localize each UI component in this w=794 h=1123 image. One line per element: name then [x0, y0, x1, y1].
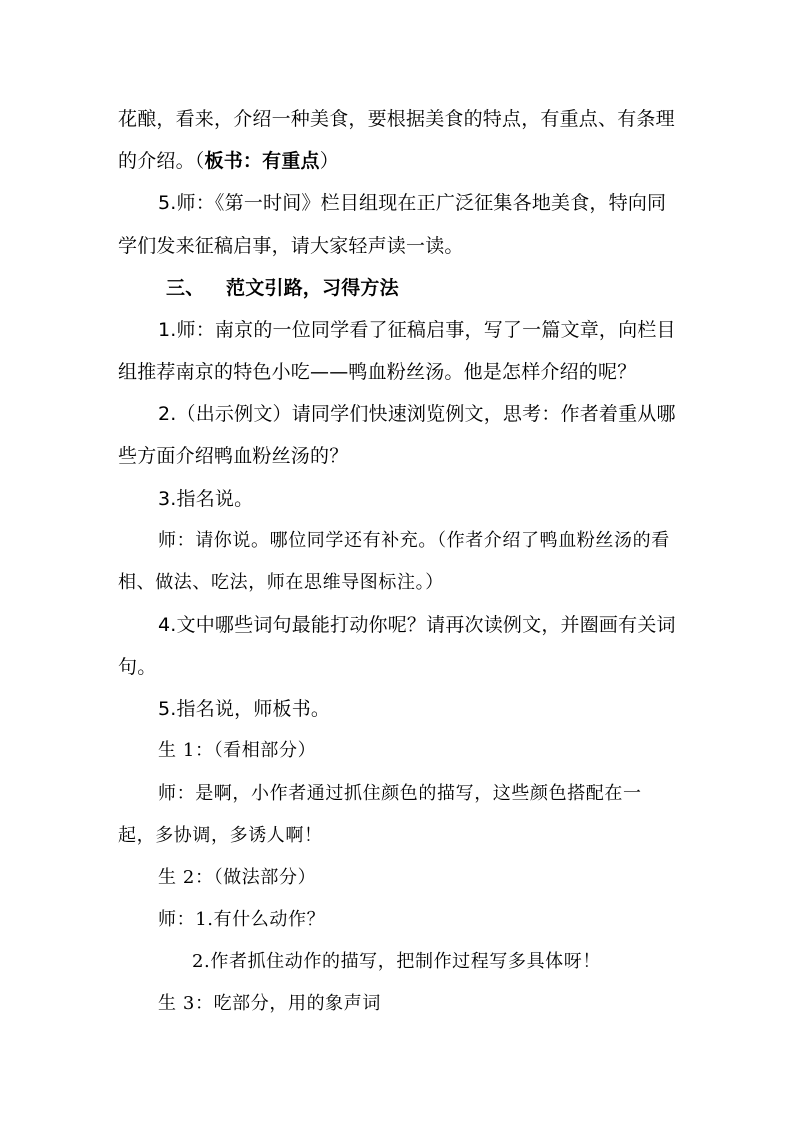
- section-number: 三、: [166, 277, 205, 299]
- text-line: [158, 866, 316, 890]
- text-line: [118, 149, 339, 173]
- text-line: [158, 529, 670, 553]
- text-segment: 相、做法、吃法，师在思维导图标注。）: [118, 572, 444, 593]
- text-segment: 句。: [118, 656, 157, 678]
- text-segment: 师：请你说。哪位同学还有补充。（作者介绍了鸭血粉丝汤的看: [158, 530, 670, 551]
- text-line: [118, 360, 636, 384]
- text-line: [158, 992, 381, 1016]
- text-segment: 1.师：南京的一位同学看了征稿启事，写了一篇文章，向栏目: [158, 319, 676, 341]
- text-segment: 师：是啊，小作者通过抓住颜色的描写，这些颜色搭配在一: [158, 783, 642, 804]
- section-title: 范文引路，习得方法: [226, 277, 399, 299]
- text-segment: 生 3：吃部分，用的象声词: [158, 993, 381, 1014]
- blackboard-note: 板书：有重点: [204, 150, 320, 172]
- text-segment: 5.指名说，师板书。: [158, 698, 331, 720]
- text-segment: 5.师：《第一时间》栏目组现在正广泛征集各地美食，特向同: [158, 192, 667, 214]
- text-segment: 2.作者抓住动作的描写，把制作过程写多具体呀！: [192, 951, 601, 972]
- text-segment: 花酿，看来，介绍一种美食，要根据美食的特点，有重点、有条理: [118, 108, 675, 130]
- text-line: [118, 444, 348, 468]
- text-line: [192, 950, 601, 974]
- text-segment: 些方面介绍鸭血粉丝汤的？: [118, 445, 349, 467]
- text-line: [118, 571, 444, 595]
- text-line: [118, 107, 675, 131]
- text-segment: 师：1.有什么动作？: [158, 909, 326, 930]
- text-line: [158, 782, 642, 806]
- text-segment: 4.文中哪些词句最能打动你呢？请再次读例文，并圈画有关词: [158, 614, 676, 636]
- text-line: [158, 739, 316, 763]
- text-line: [158, 613, 676, 637]
- section-heading: [166, 276, 399, 300]
- text-line: [118, 234, 464, 258]
- text-line: [158, 318, 676, 342]
- text-line: [118, 824, 323, 848]
- text-segment: 起，多协调，多诱人啊！: [118, 825, 323, 846]
- text-line: [158, 402, 676, 426]
- text-segment: 3.指名说。: [158, 488, 254, 510]
- text-line: [158, 697, 330, 721]
- text-segment: 学们发来征稿启事，请大家轻声读一读。: [118, 235, 464, 257]
- text-line: [118, 655, 156, 679]
- text-segment: 生 1：（看相部分）: [158, 740, 317, 761]
- text-segment: 2.（出示例文）请同学们快速浏览例文，思考：作者着重从哪: [158, 403, 676, 425]
- text-line: [158, 191, 666, 215]
- text-segment: 的介绍。（: [118, 150, 205, 172]
- text-line: [158, 908, 325, 932]
- text-line: [158, 487, 253, 511]
- text-segment: 组推荐南京的特色小吃——鸭血粉丝汤。他是怎样介绍的呢？: [118, 361, 637, 383]
- text-segment: 生 2：（做法部分）: [158, 867, 317, 888]
- text-segment: ）: [319, 150, 339, 172]
